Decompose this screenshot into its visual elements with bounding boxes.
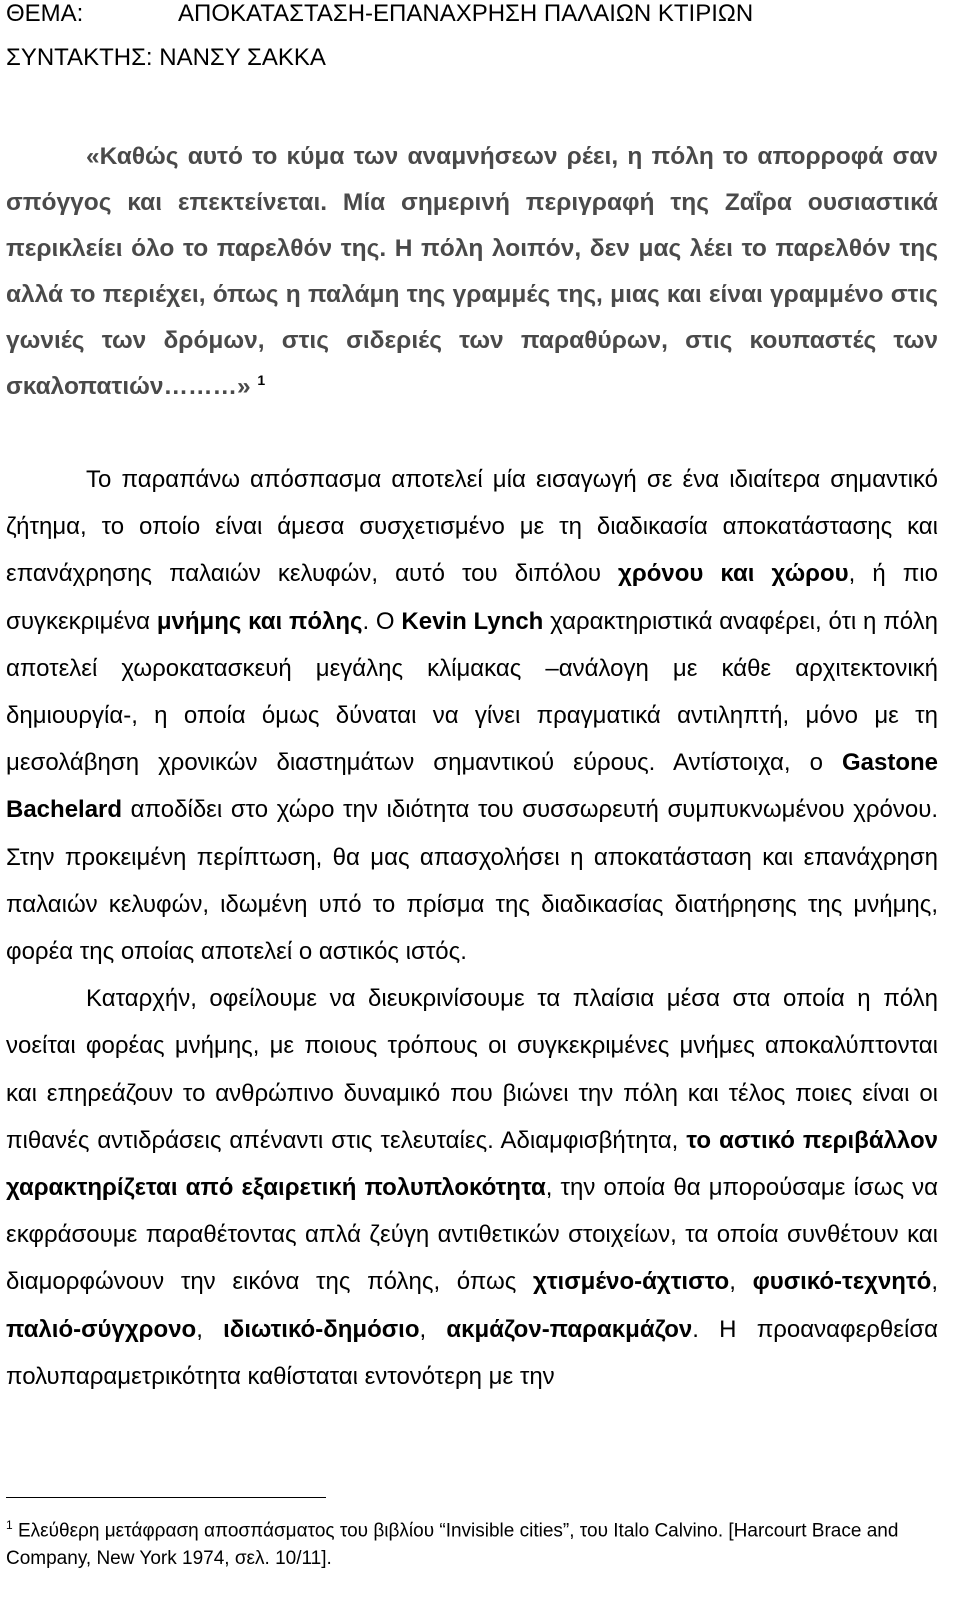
footnote [6, 1511, 938, 1573]
p1-text-3: . Ο [362, 607, 402, 635]
p2-bold-1: το αστικό περιβάλλον χαρακτηρίζεται από εξαιρετική πολυπλοκότητα [6, 1126, 938, 1202]
p2-bold-4: παλιό-σύγχρονο [6, 1315, 197, 1343]
author-line: ΣΥΝΤΑΚΤΗΣ: ΝΑΝΣΥ ΣΑΚΚΑ [6, 44, 326, 71]
p1-text-4: χαρακτηριστικά αναφέρει, ότι η πόλη αποτελεί χωροκατασκευή μεγάλης κλίμακας –ανάλογη με κάθε αρχιτεκτονική δημιουργία-, η οποία όμως δύναται να γίνει πραγματικά αντιληπτή, μόνο με τη μεσολάβηση χρονικών διαστημάτων σημαντικού εύρους. Αντίστοιχα, ο [6, 607, 938, 777]
subject-label: ΘΕΜΑ: [6, 0, 84, 27]
footnote-text: Ελεύθερη μετάφραση αποσπάσματος του βιβλίου “Invisible cities”, του Italo Calvino. [Harcourt Brace and Company, New York 1974, σελ. 10/11]. [6, 1520, 899, 1570]
p1-bold-4: Gastone Bachelard [6, 749, 938, 824]
p2-text-5: , [196, 1315, 224, 1343]
footnote-ref: 1 [257, 371, 266, 388]
p2-text-4: , [931, 1268, 939, 1296]
p2-bold-6: ακμάζον-παρακμάζον [446, 1315, 693, 1343]
paragraph-1 [6, 456, 938, 975]
p1-bold-1: χρόνου και χώρου [618, 560, 849, 588]
intro-quote [6, 134, 938, 410]
paragraph-2 [6, 975, 938, 1400]
footnote-separator [6, 1497, 326, 1498]
p2-bold-5: ιδιωτικό-δημόσιο [223, 1315, 420, 1343]
p2-bold-2: χτισμένο-άχτιστο [533, 1268, 730, 1296]
subject-value: ΑΠΟΚΑΤΑΣΤΑΣΗ-ΕΠΑΝΑΧΡΗΣΗ ΠΑΛΑΙΩΝ ΚΤΙΡΙΩΝ [178, 0, 754, 27]
p1-text-1: Το παραπάνω απόσπασμα αποτελεί μία εισαγωγή σε ένα ιδιαίτερα σημαντικό ζήτημα, το οποίο είναι άμεσα συσχετισμένο με τη διαδικασία αποκατάστασης και επανάχρησης παλαιών κελυφών, αυτό του διπόλου [6, 466, 938, 588]
p2-text-3: , [729, 1268, 753, 1296]
p1-text-5: αποδίδει στο χώρο την ιδιότητα του συσσωρευτή συμπυκνωμένου χρόνου. Στην προκειμένη περίπτωση, θα μας απασχολήσει η αποκατάσταση και επανάχρηση παλαιών κελυφών, ιδωμένη υπό το πρίσμα της διαδικασίας διατήρησης της μνήμης, φορέα της οποίας αποτελεί ο αστικός ιστός. [6, 796, 938, 966]
p1-text-2: , ή πιο συγκεκριμένα [6, 560, 938, 635]
p2-text-6: , [419, 1315, 447, 1343]
p1-bold-3: Kevin Lynch [401, 607, 544, 635]
p2-bold-3: φυσικό-τεχνητό [752, 1268, 932, 1296]
footnote-number: 1 [6, 1518, 13, 1532]
p2-text-1: Καταρχήν, οφείλουμε να διευκρινίσουμε τα πλαίσια μέσα στα οποία η πόλη νοείται φορέας μνήμης, με ποιους τρόπους οι συγκεκριμένες μνήμες αποκαλύπτονται και επηρεάζουν το ανθρώπινο δυναμικό που βιώνει την πόλη και τέλος ποιες είναι οι πιθανές αντιδράσεις απέναντι στις τελευταίες. Αδιαμφισβήτητα, [6, 985, 938, 1154]
p2-text-7: . Η προαναφερθείσα πολυπαραμετρικότητα καθίσταται εντονότερη με την [6, 1315, 938, 1390]
body-text [6, 456, 938, 1400]
p1-bold-2: μνήμης και πόλης [156, 607, 363, 635]
quote-text: «Καθώς αυτό το κύμα των αναμνήσεων ρέει, η πόλη το απορροφά σαν σπόγγος και επεκτείνεται. Μία σημερινή περιγραφή της Ζαΐρα ουσιαστικά περικλείει όλο το παρελθόν της. Η πόλη λοιπόν, δεν μας λέει το παρελθόν της αλλά το περιέχει, όπως η παλάμη της γραμμές της, μιας και είναι γραμμένο στις γωνιές των δρόμων, στις σιδεριές των παραθύρων, στις κουπαστές των σκαλοπατιών………» [6, 143, 938, 400]
p2-text-2: , την οποία θα μπορούσαμε ίσως να εκφράσουμε παραθέτοντας απλά ζεύγη αντιθετικών στοιχείων, τα οποία συνθέτουν και διαμορφώνουν την εικόνα της πόλης, όπως [6, 1174, 938, 1296]
subject-line [6, 2, 753, 26]
